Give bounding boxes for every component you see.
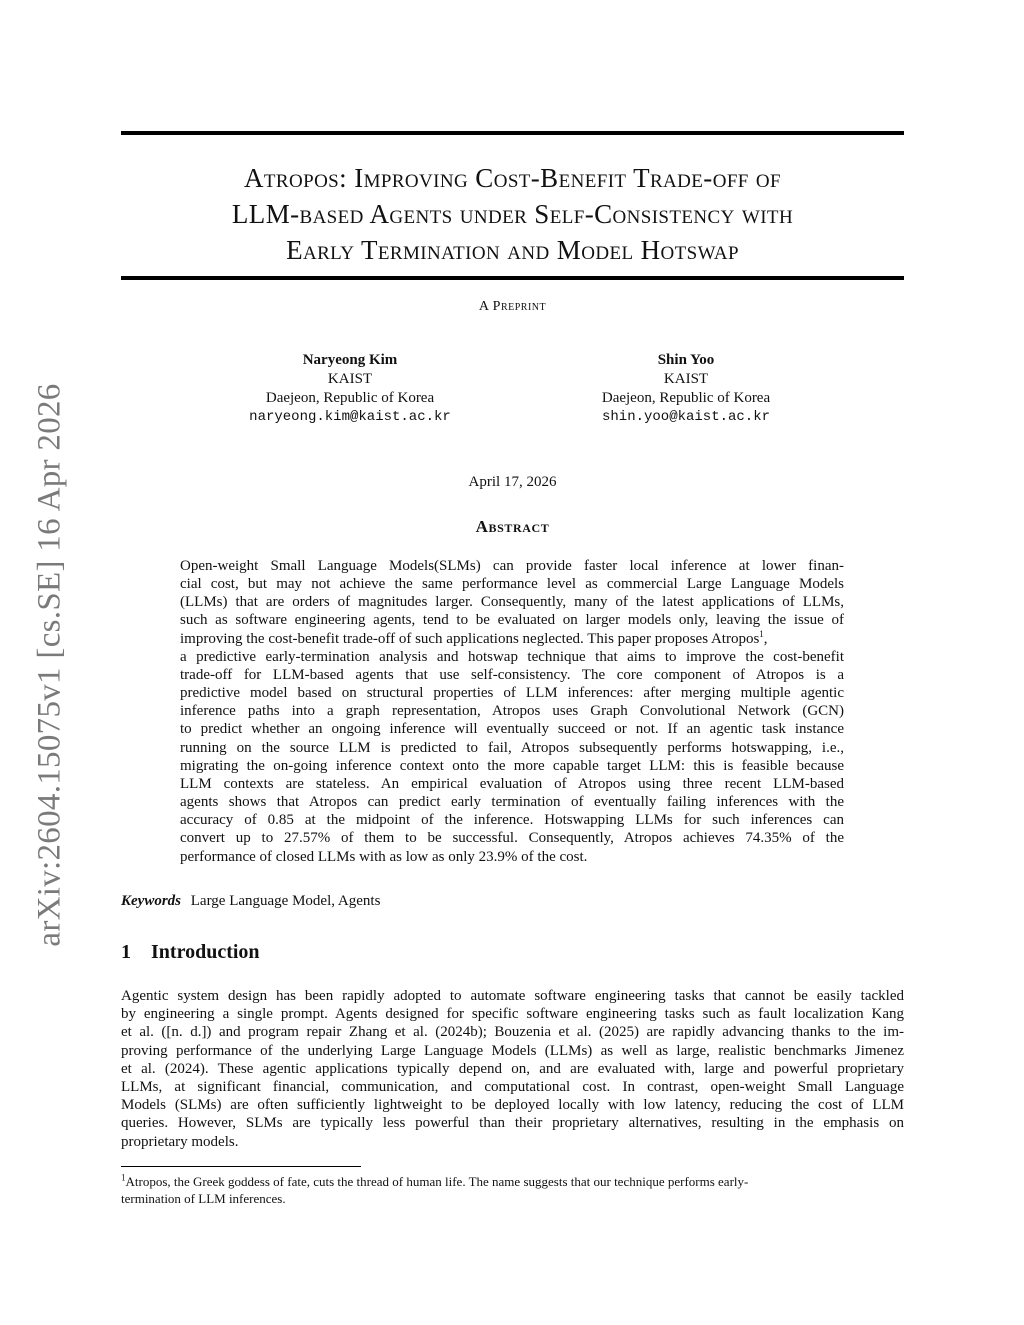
author-block-1: [247, 351, 453, 427]
paragraph-line: proving performance of the underlying Large Language Models (LLMs) as well as large, realistic benchmarks Jimenez: [121, 1042, 904, 1059]
title-bottom-rule: [121, 276, 904, 280]
abstract-line: accuracy of 0.85 at the midpoint of the inference. Hotswapping LLMs for such inferences can: [180, 812, 844, 829]
abstract-line: (LLMs) that are orders of magnitudes larger. Consequently, many of the latest applications of LLMs,: [180, 594, 844, 611]
abstract-line: convert up to 27.57% of them to be successful. Consequently, Atropos achieves 74.35% of the: [180, 830, 844, 847]
abstract-line: inference paths into a graph representation, Atropos uses Graph Convolutional Network (GCN): [180, 703, 844, 720]
author-block-2: [583, 351, 789, 427]
footnote-line: termination of LLM inferences.: [121, 1191, 286, 1206]
author-location: Daejeon, Republic of Korea: [601, 390, 771, 406]
paragraph-line: Models (SLMs) are often sufficiently lightweight to be deployed locally with low latency, reducing the cost of LLM: [121, 1097, 904, 1114]
abstract-line: performance of closed LLMs with as low as only 23.9% of the cost.: [180, 848, 588, 865]
abstract-line: migrating the on-going inference context onto the more capable target LLM: this is feasible because: [180, 757, 844, 774]
paragraph-line: Agentic system design has been rapidly adopted to automate software engineering tasks that cannot be easily tackled: [121, 988, 904, 1004]
author-location: Daejeon, Republic of Korea: [265, 390, 435, 406]
abstract-line: Open-weight Small Language Models(SLMs) can provide faster local inference at lower finan-: [180, 558, 844, 574]
keywords-label: Keywords: [121, 893, 181, 909]
abstract-body: [180, 557, 844, 866]
paragraph-line: by engineering a single prompt. Agents designed for specific software engineering tasks such as fault localization Kang: [121, 1006, 904, 1023]
paragraph-line: LLMs, at significant financial, communication, and computational cost. In contrast, open-weight Small Language: [121, 1079, 904, 1096]
footnote-divider: [121, 1166, 361, 1167]
abstract-line: trade-off for LLM-based agents that use self-consistency. The core component of Atropos is a: [180, 666, 844, 683]
section-number: 1: [121, 941, 131, 963]
author-affiliation: KAIST: [327, 371, 373, 387]
footnote-text: Atropos, the Greek goddess of fate, cuts the thread of human life. The name suggests that our technique performs early-: [125, 1174, 749, 1189]
publication-date: April 17, 2026: [468, 474, 557, 490]
abstract-heading: Abstract: [475, 517, 550, 536]
abstract-line: agents shows that Atropos can predict early termination of eventually failing inferences with the: [180, 794, 844, 811]
abstract-line: to predict whether an ongoing inference will eventually succeed or not. If an agentic task instance: [180, 721, 844, 738]
abstract-line: improving the cost-benefit trade-off of such applications neglected. This paper proposes Atropos: [180, 630, 760, 647]
author-email[interactable]: naryeong.kim@kaist.ac.kr: [249, 409, 451, 425]
abstract-line: cial cost, but may not achieve the same performance level as commercial Large Language Models: [180, 576, 844, 593]
paragraph-line: et al. (2024). These agentic applications typically depend on, and are evaluated with, large and powerful proprietary: [121, 1060, 904, 1077]
author-affiliation: KAIST: [663, 371, 709, 387]
footnote-marker[interactable]: 1: [759, 628, 764, 639]
footnote-line: [121, 1173, 904, 1190]
title-line-2: LLM-based Agents under Self-Consistency with: [231, 199, 794, 229]
author-name: Shin Yoo: [657, 352, 715, 368]
introduction-paragraph: [121, 987, 904, 1151]
section-heading: [121, 941, 260, 964]
paragraph-line: queries. However, SLMs are typically less powerful than their proprietary alternatives, resulting in the emphasis on: [121, 1115, 904, 1132]
abstract-line: running on the source LLM is predicted to fail, Atropos subsequently performs hotswapping, i.e.,: [180, 739, 844, 756]
author-email[interactable]: shin.yoo@kaist.ac.kr: [601, 409, 771, 425]
footnote-number: 1: [121, 1172, 126, 1183]
footnote: [121, 1173, 904, 1207]
arxiv-identifier-stamp: arXiv:2604.15075v1 [cs.SE] 16 Apr 2026: [31, 383, 68, 947]
preprint-label: A Preprint: [478, 299, 547, 314]
paragraph-line: proprietary models.: [121, 1133, 239, 1150]
title-top-rule: [121, 131, 904, 135]
abstract-line: such as software engineering agents, tend to be evaluated on larger models only, leaving the issue of: [180, 612, 844, 629]
abstract-line-with-footnote: improving the cost-benefit trade-off of such applications neglected. This paper proposes Atropos$^1$,: [180, 628, 768, 647]
abstract-line: a predictive early-termination analysis and hotswap technique that aims to improve the cost-benefit: [180, 648, 844, 665]
author-name: Naryeong Kim: [302, 352, 398, 368]
section-title: Introduction: [151, 941, 260, 963]
abstract-line: predictive model based on structural properties of LLM inferences: after merging multiple agentic: [180, 685, 844, 702]
abstract-line: LLM contexts are stateless. An empirical evaluation of Atropos using three recent LLM-based: [180, 775, 844, 792]
keywords-list: Large Language Model, Agents: [190, 893, 381, 909]
paper-title: [121, 160, 904, 268]
title-line-3: Early Termination and Model Hotswap: [286, 235, 739, 265]
title-line-1: Atropos: Improving Cost-Benefit Trade-off of: [244, 163, 781, 193]
keywords-row: [121, 893, 380, 910]
paragraph-line: et al. ([n. d.]) and program repair Zhang et al. (2024b); Bouzenia et al. (2025) are rapidly advancing thanks to the im-: [121, 1024, 904, 1041]
